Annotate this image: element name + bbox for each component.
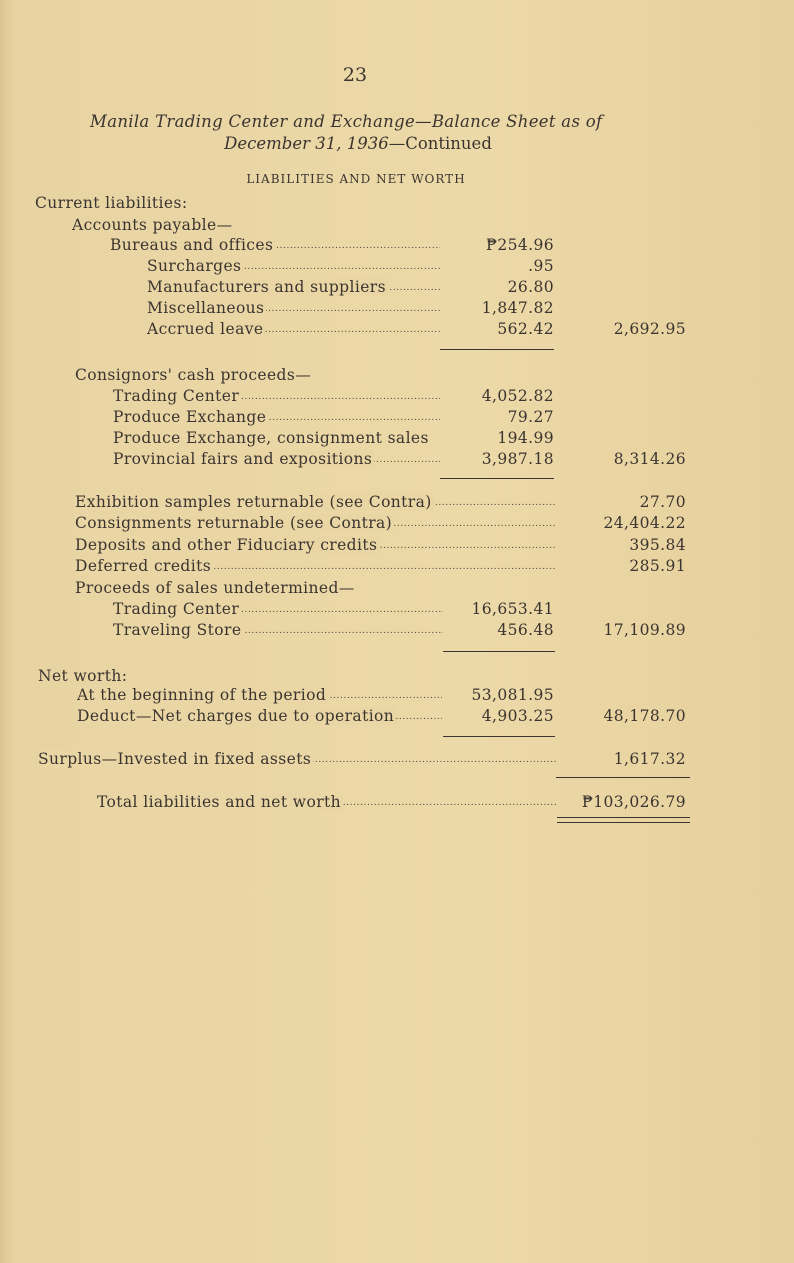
row-grand-total (0, 793, 794, 813)
row-label: Surcharges (147, 257, 242, 275)
row-current-liabilities (0, 194, 794, 214)
row-label: Accrued leave (147, 320, 264, 338)
row-label: Exhibition samples returnable (see Contra) (75, 493, 432, 511)
total: ₱103,026.79 (581, 793, 686, 811)
row-bureaus (0, 236, 794, 256)
row-miscellaneous (0, 299, 794, 319)
amount: 4,052.82 (481, 387, 554, 405)
total: 1,617.32 (613, 750, 686, 768)
row-label: Miscellaneous (147, 299, 265, 317)
title-line-1: Manila Trading Center and Exchange—Balance Sheet as of (90, 112, 603, 131)
amount: 194.99 (497, 429, 554, 447)
row-trading-center (0, 387, 794, 407)
row-deduct (0, 707, 794, 727)
total: 285.91 (629, 557, 686, 575)
amount: 1,847.82 (481, 299, 554, 317)
row-label: Total liabilities and net worth (97, 793, 342, 811)
row-accrued-leave (0, 320, 794, 340)
row-manufacturers (0, 278, 794, 298)
row-trading-center-2 (0, 600, 794, 620)
row-label: Deferred credits (75, 557, 212, 575)
row-exhibition-samples (0, 493, 794, 513)
row-net-worth (0, 667, 794, 687)
row-label: Consignments returnable (see Contra) (75, 514, 393, 532)
subtotal-rule (440, 478, 554, 479)
total-rule (556, 777, 690, 778)
row-traveling-store (0, 621, 794, 641)
row-consignments-returnable (0, 514, 794, 534)
row-label: Produce Exchange (113, 408, 267, 426)
row-label: Accounts payable— (72, 216, 233, 234)
row-provincial-fairs (0, 450, 794, 470)
row-label: Consignors' cash proceeds— (75, 366, 312, 384)
double-rule (557, 817, 690, 823)
row-deferred-credits (0, 557, 794, 577)
row-produce-exchange (0, 408, 794, 428)
row-label: At the beginning of the period (77, 686, 327, 704)
row-accounts-payable (0, 216, 794, 236)
row-label: Proceeds of sales undetermined— (75, 579, 355, 597)
row-surcharges (0, 257, 794, 277)
amount: 53,081.95 (471, 686, 554, 704)
row-consignors (0, 366, 794, 386)
amount: 456.48 (497, 621, 554, 639)
row-label: Produce Exchange, consignment sales (113, 429, 429, 447)
total: 17,109.89 (603, 621, 686, 639)
amount: ₱254.96 (486, 236, 554, 254)
row-produce-consignment (0, 429, 794, 449)
amount: 562.42 (497, 320, 554, 338)
amount: 79.27 (507, 408, 554, 426)
row-label: Surplus—Invested in fixed assets (38, 750, 312, 768)
row-label: Net worth: (38, 667, 128, 685)
title-date: December 31, 1936 (224, 134, 389, 153)
row-label: Deposits and other Fiduciary credits (75, 536, 378, 554)
row-label: Current liabilities: (35, 194, 188, 212)
title-suffix: —Continued (388, 134, 492, 153)
amount: 16,653.41 (471, 600, 554, 618)
total: 8,314.26 (613, 450, 686, 468)
total: 2,692.95 (613, 320, 686, 338)
row-deposits (0, 536, 794, 556)
row-label: Provincial fairs and expositions (113, 450, 373, 468)
total: 24,404.22 (603, 514, 686, 532)
amount: 26.80 (507, 278, 554, 296)
row-surplus (0, 750, 794, 770)
amount: 4,903.25 (481, 707, 554, 725)
total: 395.84 (629, 536, 686, 554)
subtotal-rule (443, 736, 555, 737)
amount: .95 (528, 257, 554, 275)
total: 48,178.70 (603, 707, 686, 725)
row-label: Manufacturers and suppliers (147, 278, 386, 296)
row-label: Deduct—Net charges due to operation (77, 707, 395, 725)
row-beginning (0, 686, 794, 706)
row-label: Trading Center (113, 387, 240, 405)
subtotal-rule (440, 349, 554, 350)
total: 27.70 (639, 493, 686, 511)
amount: 3,987.18 (481, 450, 554, 468)
title-line-2 (0, 134, 716, 153)
section-heading: LIABILITIES AND NET WORTH (246, 172, 466, 186)
row-label: Trading Center (113, 600, 240, 618)
page-number: 23 (342, 64, 368, 86)
row-label: Bureaus and offices (110, 236, 274, 254)
subtotal-rule (443, 651, 555, 652)
row-label: Traveling Store (113, 621, 242, 639)
row-proceeds-undetermined (0, 579, 794, 599)
